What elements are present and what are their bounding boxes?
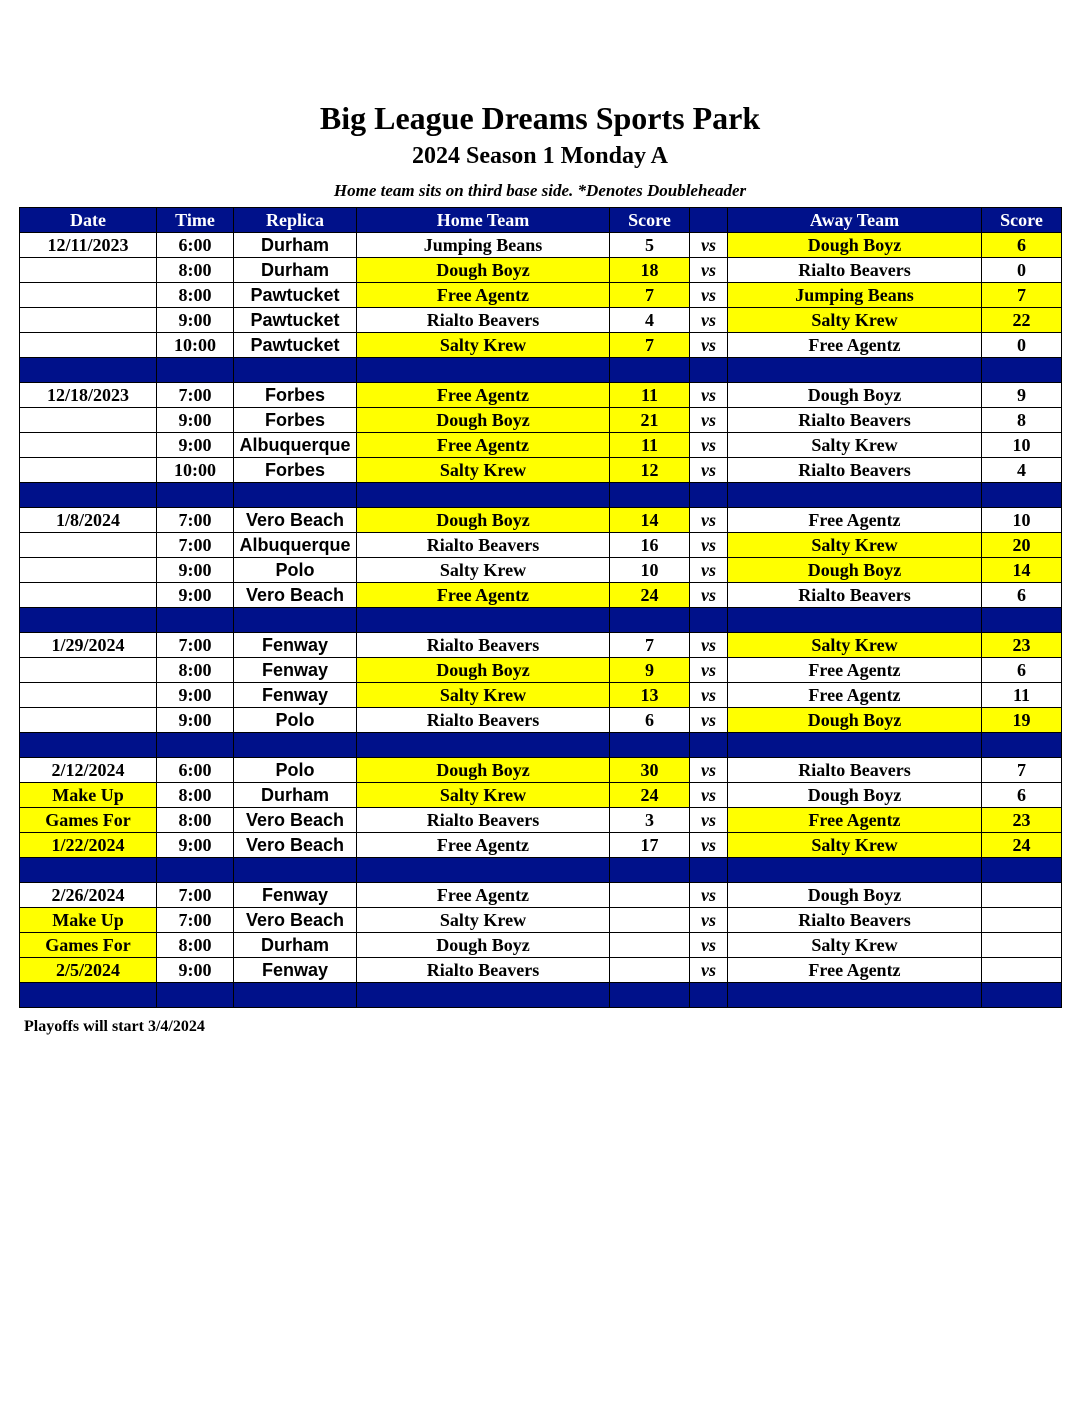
date-cell: Make Up (20, 908, 157, 933)
home-team-cell: Rialto Beavers (357, 633, 610, 658)
away-team-cell: Salty Krew (728, 633, 982, 658)
home-score-cell: 18 (610, 258, 690, 283)
date-cell (20, 308, 157, 333)
separator-row (20, 483, 1062, 508)
time-cell: 8:00 (157, 933, 234, 958)
game-row (20, 333, 1062, 358)
away-team-cell: Free Agentz (728, 658, 982, 683)
away-team-cell: Dough Boyz (728, 708, 982, 733)
game-row (20, 883, 1062, 908)
away-team-cell: Jumping Beans (728, 283, 982, 308)
separator-cell (610, 983, 690, 1008)
replica-cell: Forbes (234, 408, 357, 433)
separator-cell (610, 483, 690, 508)
separator-cell (157, 733, 234, 758)
away-team-cell: Rialto Beavers (728, 758, 982, 783)
game-row (20, 458, 1062, 483)
away-score-cell: 9 (982, 383, 1062, 408)
home-team-cell: Salty Krew (357, 908, 610, 933)
separator-cell (234, 983, 357, 1008)
game-row (20, 808, 1062, 833)
separator-cell (234, 483, 357, 508)
table-header-row (20, 208, 1062, 233)
vs-cell: vs (690, 383, 728, 408)
vs-cell: vs (690, 933, 728, 958)
replica-cell: Forbes (234, 458, 357, 483)
col-header-replica: Replica (234, 208, 357, 233)
vs-cell: vs (690, 533, 728, 558)
home-team-cell: Dough Boyz (357, 933, 610, 958)
away-score-cell: 6 (982, 783, 1062, 808)
home-team-cell: Rialto Beavers (357, 808, 610, 833)
away-team-cell: Free Agentz (728, 683, 982, 708)
away-score-cell: 6 (982, 658, 1062, 683)
date-cell (20, 558, 157, 583)
away-score-cell (982, 908, 1062, 933)
game-row (20, 433, 1062, 458)
home-score-cell: 17 (610, 833, 690, 858)
away-team-cell: Rialto Beavers (728, 458, 982, 483)
vs-cell: vs (690, 558, 728, 583)
replica-cell: Fenway (234, 883, 357, 908)
away-team-cell: Salty Krew (728, 308, 982, 333)
game-row (20, 233, 1062, 258)
separator-cell (982, 608, 1062, 633)
game-row (20, 583, 1062, 608)
separator-cell (728, 483, 982, 508)
home-team-cell: Salty Krew (357, 558, 610, 583)
away-team-cell: Free Agentz (728, 508, 982, 533)
separator-cell (157, 983, 234, 1008)
col-header-away-score: Score (982, 208, 1062, 233)
home-team-cell: Salty Krew (357, 683, 610, 708)
away-score-cell: 14 (982, 558, 1062, 583)
separator-cell (357, 608, 610, 633)
replica-cell: Vero Beach (234, 583, 357, 608)
home-team-cell: Rialto Beavers (357, 308, 610, 333)
replica-cell: Durham (234, 258, 357, 283)
vs-cell: vs (690, 633, 728, 658)
home-team-cell: Rialto Beavers (357, 708, 610, 733)
home-team-cell: Dough Boyz (357, 258, 610, 283)
home-score-cell (610, 908, 690, 933)
date-cell (20, 258, 157, 283)
home-score-cell: 24 (610, 783, 690, 808)
time-cell: 6:00 (157, 758, 234, 783)
away-team-cell: Rialto Beavers (728, 408, 982, 433)
separator-cell (690, 733, 728, 758)
separator-cell (234, 733, 357, 758)
separator-row (20, 733, 1062, 758)
home-score-cell: 4 (610, 308, 690, 333)
home-score-cell (610, 933, 690, 958)
date-cell (20, 458, 157, 483)
replica-cell: Fenway (234, 683, 357, 708)
separator-cell (728, 358, 982, 383)
home-score-cell: 6 (610, 708, 690, 733)
home-score-cell: 7 (610, 333, 690, 358)
date-cell: Games For (20, 808, 157, 833)
separator-cell (728, 858, 982, 883)
time-cell: 9:00 (157, 558, 234, 583)
time-cell: 9:00 (157, 708, 234, 733)
away-team-cell: Salty Krew (728, 433, 982, 458)
separator-row (20, 358, 1062, 383)
date-cell (20, 708, 157, 733)
away-score-cell: 19 (982, 708, 1062, 733)
replica-cell: Vero Beach (234, 508, 357, 533)
schedule-note: Home team sits on third base side. *Denotes Doubleheader (333, 181, 747, 200)
away-score-cell: 24 (982, 833, 1062, 858)
schedule-body (20, 233, 1062, 1008)
game-row (20, 783, 1062, 808)
away-score-cell: 23 (982, 633, 1062, 658)
vs-cell: vs (690, 758, 728, 783)
vs-cell: vs (690, 283, 728, 308)
away-team-cell: Dough Boyz (728, 233, 982, 258)
home-team-cell: Rialto Beavers (357, 533, 610, 558)
away-team-cell: Salty Krew (728, 933, 982, 958)
home-score-cell (610, 883, 690, 908)
replica-cell: Fenway (234, 633, 357, 658)
separator-cell (20, 608, 157, 633)
schedule-table (19, 207, 1062, 1008)
replica-cell: Polo (234, 708, 357, 733)
replica-cell: Durham (234, 233, 357, 258)
game-row (20, 258, 1062, 283)
date-cell: Make Up (20, 783, 157, 808)
replica-cell: Albuquerque (234, 433, 357, 458)
home-score-cell: 7 (610, 633, 690, 658)
away-score-cell: 6 (982, 233, 1062, 258)
separator-cell (234, 608, 357, 633)
vs-cell: vs (690, 808, 728, 833)
home-score-cell: 5 (610, 233, 690, 258)
date-cell: 1/22/2024 (20, 833, 157, 858)
date-cell: 12/18/2023 (20, 383, 157, 408)
col-header-away-team: Away Team (728, 208, 982, 233)
replica-cell: Albuquerque (234, 533, 357, 558)
home-team-cell: Dough Boyz (357, 658, 610, 683)
time-cell: 8:00 (157, 258, 234, 283)
page-subtitle: 2024 Season 1 Monday A (411, 143, 669, 169)
col-header-home-team: Home Team (357, 208, 610, 233)
vs-cell: vs (690, 883, 728, 908)
time-cell: 9:00 (157, 958, 234, 983)
separator-cell (728, 733, 982, 758)
replica-cell: Vero Beach (234, 908, 357, 933)
home-score-cell (610, 958, 690, 983)
home-score-cell: 16 (610, 533, 690, 558)
separator-cell (610, 733, 690, 758)
away-team-cell: Dough Boyz (728, 783, 982, 808)
date-cell: 12/11/2023 (20, 233, 157, 258)
replica-cell: Durham (234, 783, 357, 808)
home-score-cell: 14 (610, 508, 690, 533)
date-cell (20, 658, 157, 683)
separator-cell (357, 483, 610, 508)
date-cell: 2/5/2024 (20, 958, 157, 983)
home-team-cell: Dough Boyz (357, 408, 610, 433)
away-score-cell: 22 (982, 308, 1062, 333)
separator-row (20, 608, 1062, 633)
separator-cell (20, 983, 157, 1008)
date-cell (20, 433, 157, 458)
replica-cell: Fenway (234, 658, 357, 683)
away-team-cell: Free Agentz (728, 333, 982, 358)
replica-cell: Pawtucket (234, 283, 357, 308)
home-team-cell: Free Agentz (357, 833, 610, 858)
away-team-cell: Dough Boyz (728, 883, 982, 908)
game-row (20, 408, 1062, 433)
vs-cell: vs (690, 708, 728, 733)
home-score-cell: 10 (610, 558, 690, 583)
date-cell: 2/12/2024 (20, 758, 157, 783)
home-score-cell: 3 (610, 808, 690, 833)
time-cell: 7:00 (157, 908, 234, 933)
replica-cell: Durham (234, 933, 357, 958)
separator-cell (234, 858, 357, 883)
away-score-cell: 4 (982, 458, 1062, 483)
separator-cell (357, 983, 610, 1008)
away-team-cell: Rialto Beavers (728, 908, 982, 933)
game-row (20, 758, 1062, 783)
game-row (20, 683, 1062, 708)
home-score-cell: 24 (610, 583, 690, 608)
replica-cell: Forbes (234, 383, 357, 408)
away-score-cell (982, 933, 1062, 958)
separator-cell (982, 733, 1062, 758)
home-team-cell: Rialto Beavers (357, 958, 610, 983)
time-cell: 7:00 (157, 383, 234, 408)
time-cell: 8:00 (157, 283, 234, 308)
separator-cell (357, 733, 610, 758)
col-header-time: Time (157, 208, 234, 233)
replica-cell: Vero Beach (234, 833, 357, 858)
home-team-cell: Salty Krew (357, 783, 610, 808)
game-row (20, 308, 1062, 333)
replica-cell: Polo (234, 558, 357, 583)
game-row (20, 933, 1062, 958)
date-cell (20, 583, 157, 608)
time-cell: 8:00 (157, 808, 234, 833)
col-header-date: Date (20, 208, 157, 233)
game-row (20, 958, 1062, 983)
col-header-home-score: Score (610, 208, 690, 233)
date-cell (20, 333, 157, 358)
date-cell: 1/29/2024 (20, 633, 157, 658)
game-row (20, 533, 1062, 558)
vs-cell: vs (690, 958, 728, 983)
vs-cell: vs (690, 908, 728, 933)
date-cell: 1/8/2024 (20, 508, 157, 533)
game-row (20, 383, 1062, 408)
home-score-cell: 21 (610, 408, 690, 433)
time-cell: 7:00 (157, 883, 234, 908)
separator-cell (157, 483, 234, 508)
separator-cell (157, 608, 234, 633)
separator-cell (20, 733, 157, 758)
away-team-cell: Free Agentz (728, 808, 982, 833)
away-score-cell (982, 883, 1062, 908)
separator-row (20, 983, 1062, 1008)
game-row (20, 833, 1062, 858)
time-cell: 10:00 (157, 458, 234, 483)
playoffs-note: Playoffs will start 3/4/2024 (24, 1018, 205, 1035)
col-header-vs (690, 208, 728, 233)
away-score-cell: 10 (982, 433, 1062, 458)
page-title: Big League Dreams Sports Park (319, 100, 761, 136)
home-score-cell: 7 (610, 283, 690, 308)
separator-cell (20, 358, 157, 383)
away-score-cell: 23 (982, 808, 1062, 833)
home-team-cell: Salty Krew (357, 333, 610, 358)
separator-cell (690, 858, 728, 883)
vs-cell: vs (690, 683, 728, 708)
away-score-cell: 10 (982, 508, 1062, 533)
separator-cell (20, 858, 157, 883)
away-team-cell: Salty Krew (728, 533, 982, 558)
vs-cell: vs (690, 583, 728, 608)
home-score-cell: 30 (610, 758, 690, 783)
time-cell: 7:00 (157, 633, 234, 658)
home-team-cell: Free Agentz (357, 883, 610, 908)
away-team-cell: Dough Boyz (728, 558, 982, 583)
home-score-cell: 11 (610, 383, 690, 408)
replica-cell: Fenway (234, 958, 357, 983)
vs-cell: vs (690, 258, 728, 283)
away-score-cell: 7 (982, 758, 1062, 783)
vs-cell: vs (690, 833, 728, 858)
vs-cell: vs (690, 308, 728, 333)
away-team-cell: Rialto Beavers (728, 258, 982, 283)
time-cell: 8:00 (157, 658, 234, 683)
time-cell: 9:00 (157, 408, 234, 433)
separator-cell (357, 358, 610, 383)
vs-cell: vs (690, 408, 728, 433)
away-score-cell: 11 (982, 683, 1062, 708)
home-team-cell: Jumping Beans (357, 233, 610, 258)
separator-cell (20, 483, 157, 508)
date-cell: Games For (20, 933, 157, 958)
replica-cell: Pawtucket (234, 308, 357, 333)
away-score-cell: 0 (982, 258, 1062, 283)
vs-cell: vs (690, 458, 728, 483)
home-team-cell: Free Agentz (357, 383, 610, 408)
away-score-cell (982, 958, 1062, 983)
time-cell: 7:00 (157, 533, 234, 558)
home-score-cell: 9 (610, 658, 690, 683)
separator-cell (982, 983, 1062, 1008)
separator-cell (690, 608, 728, 633)
separator-cell (728, 983, 982, 1008)
game-row (20, 708, 1062, 733)
separator-cell (982, 858, 1062, 883)
time-cell: 10:00 (157, 333, 234, 358)
game-row (20, 508, 1062, 533)
separator-cell (690, 358, 728, 383)
vs-cell: vs (690, 233, 728, 258)
game-row (20, 658, 1062, 683)
replica-cell: Vero Beach (234, 808, 357, 833)
home-team-cell: Free Agentz (357, 583, 610, 608)
away-team-cell: Free Agentz (728, 958, 982, 983)
separator-cell (157, 358, 234, 383)
game-row (20, 558, 1062, 583)
time-cell: 8:00 (157, 783, 234, 808)
time-cell: 9:00 (157, 433, 234, 458)
away-team-cell: Rialto Beavers (728, 583, 982, 608)
time-cell: 6:00 (157, 233, 234, 258)
away-score-cell: 7 (982, 283, 1062, 308)
away-score-cell: 6 (982, 583, 1062, 608)
separator-row (20, 858, 1062, 883)
replica-cell: Pawtucket (234, 333, 357, 358)
vs-cell: vs (690, 508, 728, 533)
away-team-cell: Dough Boyz (728, 383, 982, 408)
separator-cell (690, 983, 728, 1008)
home-team-cell: Free Agentz (357, 283, 610, 308)
home-team-cell: Dough Boyz (357, 508, 610, 533)
separator-cell (157, 858, 234, 883)
away-score-cell: 20 (982, 533, 1062, 558)
home-team-cell: Salty Krew (357, 458, 610, 483)
game-row (20, 283, 1062, 308)
vs-cell: vs (690, 333, 728, 358)
home-score-cell: 12 (610, 458, 690, 483)
separator-cell (610, 608, 690, 633)
date-cell (20, 683, 157, 708)
time-cell: 9:00 (157, 583, 234, 608)
time-cell: 9:00 (157, 308, 234, 333)
time-cell: 9:00 (157, 833, 234, 858)
separator-cell (982, 358, 1062, 383)
date-cell: 2/26/2024 (20, 883, 157, 908)
separator-cell (610, 858, 690, 883)
separator-cell (234, 358, 357, 383)
vs-cell: vs (690, 433, 728, 458)
game-row (20, 633, 1062, 658)
game-row (20, 908, 1062, 933)
away-score-cell: 8 (982, 408, 1062, 433)
home-score-cell: 11 (610, 433, 690, 458)
date-cell (20, 533, 157, 558)
home-score-cell: 13 (610, 683, 690, 708)
separator-cell (610, 358, 690, 383)
time-cell: 9:00 (157, 683, 234, 708)
away-team-cell: Salty Krew (728, 833, 982, 858)
home-team-cell: Free Agentz (357, 433, 610, 458)
date-cell (20, 408, 157, 433)
separator-cell (690, 483, 728, 508)
date-cell (20, 283, 157, 308)
away-score-cell: 0 (982, 333, 1062, 358)
vs-cell: vs (690, 783, 728, 808)
replica-cell: Polo (234, 758, 357, 783)
vs-cell: vs (690, 658, 728, 683)
separator-cell (982, 483, 1062, 508)
separator-cell (728, 608, 982, 633)
home-team-cell: Dough Boyz (357, 758, 610, 783)
time-cell: 7:00 (157, 508, 234, 533)
separator-cell (357, 858, 610, 883)
